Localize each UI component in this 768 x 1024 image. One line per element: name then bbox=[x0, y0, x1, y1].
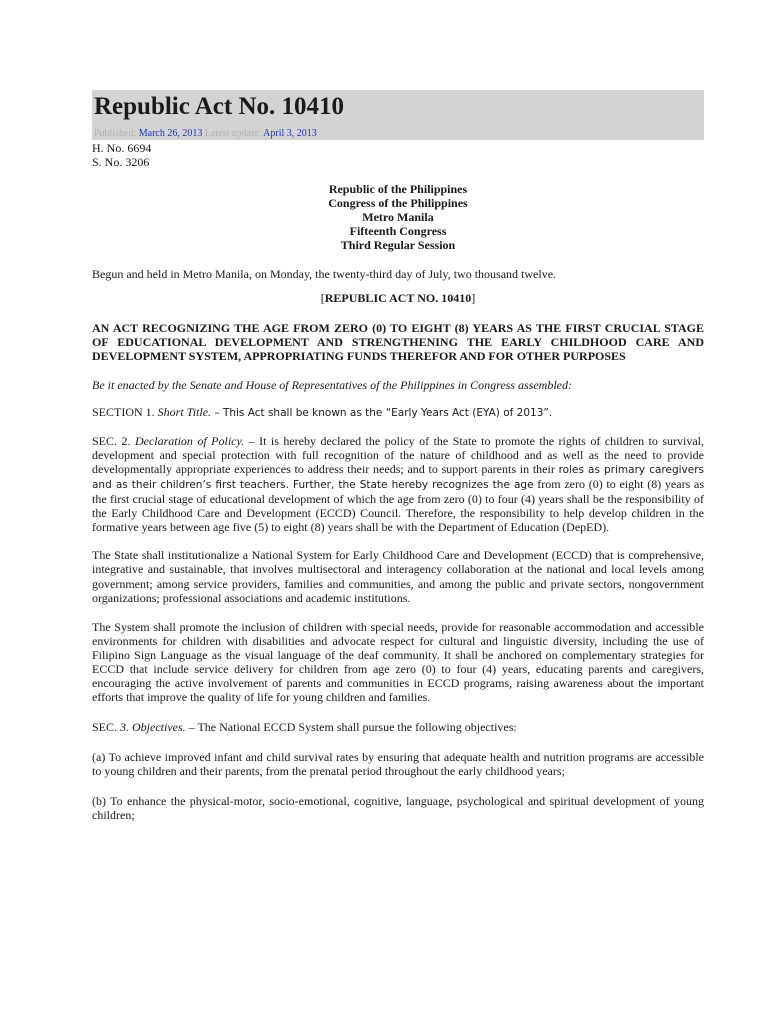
congress-heading bbox=[92, 182, 704, 252]
objective-b: (b) To enhance the physical-motor, socio-emotional, cognitive, language, psychological and spiritual development of young children; bbox=[92, 793, 704, 822]
section-text: – The National ECCD System shall pursue the following objectives: bbox=[185, 720, 517, 735]
heading-line: Metro Manila bbox=[362, 210, 434, 224]
heading-line: Third Regular Session bbox=[340, 238, 456, 252]
section-label: SECTION 1. bbox=[92, 404, 158, 419]
page-title: Republic Act No. 10410 bbox=[94, 93, 344, 120]
section-text: roles as primary caregivers and as their children’s first teachers. Further, the State hereby recognizes the age bbox=[92, 463, 704, 491]
section-label: SEC. 2. bbox=[92, 433, 135, 448]
section-title: Short Title. bbox=[157, 404, 212, 419]
objective-a: (a) To achieve improved infant and child survival rates by ensuring that adequate health and nutrition programs are accessible to young children and their parents, from the prenatal period throughout the early childhood years; bbox=[92, 750, 704, 779]
heading-line: Fifteenth Congress bbox=[349, 224, 447, 238]
publish-meta bbox=[94, 127, 702, 140]
published-date-link[interactable]: March 26, 2013 bbox=[138, 128, 203, 139]
heading-line: Republic of the Philippines bbox=[328, 182, 468, 196]
enacting-clause: Be it enacted by the Senate and House of Representatives of the Philippines in Congress assembled: bbox=[92, 378, 573, 393]
begun-paragraph: Begun and held in Metro Manila, on Monday, the twenty-third day of July, two thousand twelve. bbox=[92, 267, 557, 281]
update-date-link[interactable]: April 3, 2013 bbox=[263, 128, 317, 139]
section-1 bbox=[92, 405, 704, 420]
ra-number-text: REPUBLIC ACT NO. 10410 bbox=[324, 291, 472, 306]
senate-bill-number: S. No. 3206 bbox=[92, 155, 150, 169]
document-page bbox=[92, 90, 704, 822]
title-banner bbox=[92, 90, 704, 140]
act-title: AN ACT RECOGNIZING THE AGE FROM ZERO (0) TO EIGHT (8) YEARS AS THE FIRST CRUCIAL STAGE OF EDUCATIONAL DEVELOPMENT AND STRENGTHENING THE EARLY CHILDHOOD CARE AND DEVELOPMENT SYSTEM, APPROPRIATING FUNDS THEREFOR AND FOR OTHER PURPOSES bbox=[92, 321, 704, 364]
republic-act-number bbox=[92, 291, 704, 305]
published-label: Published: bbox=[94, 128, 137, 139]
section-3 bbox=[92, 720, 704, 734]
house-bill-number: H. No. 6694 bbox=[92, 141, 152, 155]
section-title: Declaration of Policy. bbox=[134, 433, 245, 448]
bill-numbers bbox=[92, 141, 704, 169]
heading-line: Congress of the Philippines bbox=[328, 196, 468, 210]
section-2 bbox=[92, 434, 704, 535]
bracket-open: [ bbox=[320, 291, 325, 306]
section-text: from zero (0) to eight (8) years as the first crucial stage of educational development of which the age from zero (0) to four (4) years shall be the responsibility of the Early Childhood Care and Development (ECCD) Council. Therefore, the responsibility to help develop children in the formative years between age five (5) to eight (8) years shall be with the Department of Education (DepED). bbox=[92, 476, 704, 535]
update-label: Latest update: bbox=[204, 128, 262, 139]
section-label: SEC. bbox=[92, 720, 121, 735]
section-text: – This Act shall be known as the “Early Years Act (EYA) of 2013”. bbox=[211, 406, 553, 419]
section-2-paragraph-3: The System shall promote the inclusion of children with special needs, provide for reasonable accommodation and accessible environments for children with disabilities and advocate respect for cultural and linguistic diversity, including the use of Filipino Sign Language as the visual language of the deaf community. It shall be anchored on complementary strategies for ECCD that include service delivery for children from age zero (0) to four (4) years, educating parents and caregivers, encouraging the active involvement of parents and communities in ECCD programs, raising awareness about the important efforts that improve the quality of life for young children and families. bbox=[92, 619, 704, 705]
section-2-paragraph-2: The State shall institutionalize a National System for Early Childhood Care and Development (ECCD) that is comprehensive, integrative and sustainable, that involves multisectoral and interagency collaboration at the national and local levels among government; among service providers, families and communities, and among the public and private sectors, nongovernment organizations; professional associations and academic institutions. bbox=[92, 548, 704, 605]
bracket-close: ] bbox=[471, 291, 476, 306]
section-title: 3. Objectives. bbox=[120, 720, 186, 735]
section-text: – It is hereby declared the policy of the State to promote the rights of children to survival, development and special protection with full recognition of the nature of childhood and as well as the need to provide developmentally appropriate experiences to address their needs; and to support parents in their bbox=[92, 433, 705, 476]
